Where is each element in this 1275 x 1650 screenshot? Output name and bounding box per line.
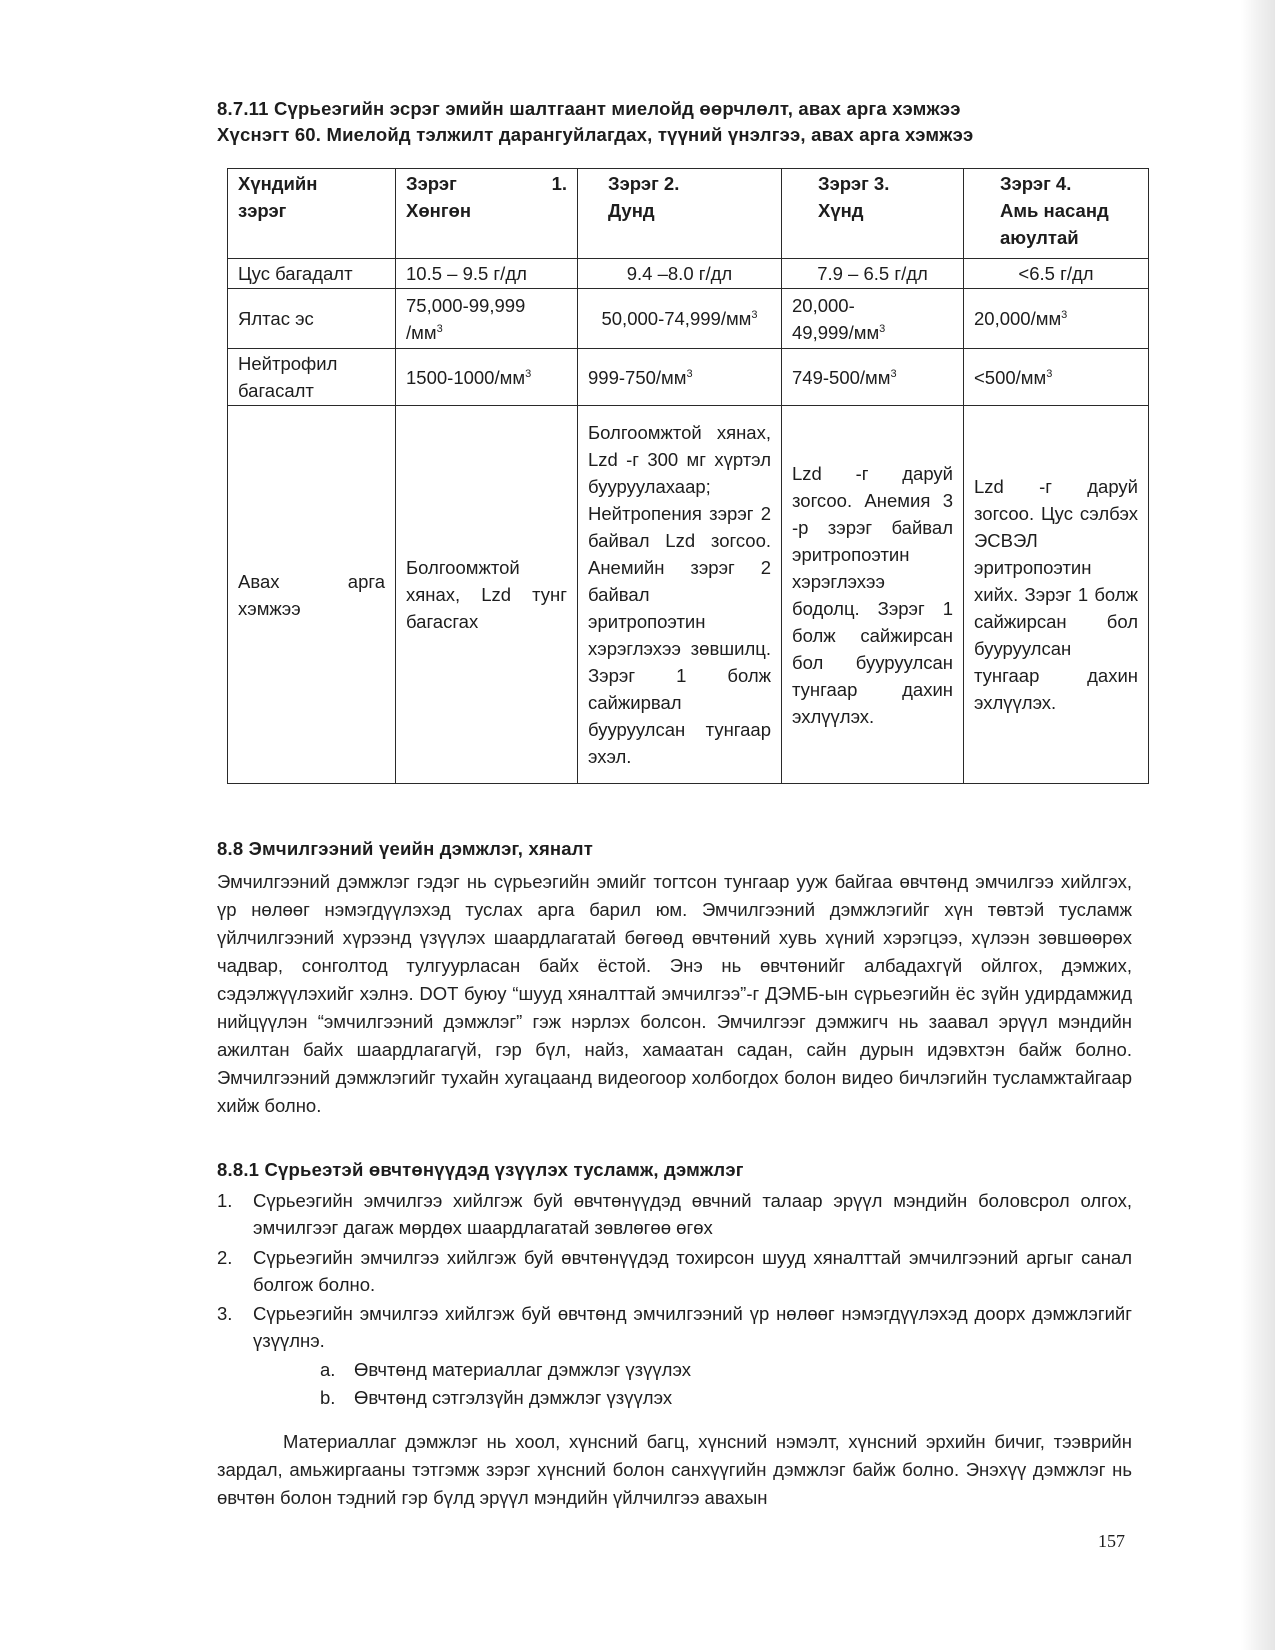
header-severity bbox=[228, 169, 396, 259]
cell-action-g2: Болгоомжтой хянах, Lzd -г 300 мг хүртэл бууруулахаар; Нейтропения зэрэг 2 байвал Lzd зогсоо. Анемийн зэрэг 2 байвал эритропоэтин хэрэглэхээ зөвшилц. Зэрэг 1 болж сайжирвал бууруулсан тунгаар эхэл. bbox=[578, 406, 782, 784]
list-item-2-text: Сүрьеэгийн эмчилгээ хийлгэж буй өвчтөнүүдэд тохирсон шууд хяналттай эмчилгээний аргыг санал болгож болно. bbox=[253, 1247, 1132, 1295]
cell-anemia-g1: 10.5 – 9.5 г/дл bbox=[396, 259, 578, 289]
list-item-3 bbox=[217, 1300, 1132, 1354]
header-grade3-line2: Хүнд bbox=[818, 200, 864, 221]
row-label-neutrophil-line1: Нейтрофил bbox=[238, 353, 338, 374]
cell-platelet-g4: $20,000/мм^3$ bbox=[964, 289, 1149, 349]
table-row-anemia bbox=[228, 259, 1149, 289]
header-grade1-line1: Зэрэг 1. bbox=[406, 173, 567, 194]
cell-anemia-g3: 7.9 – 6.5 г/дл bbox=[782, 259, 964, 289]
cell-neutrophil-g1: $1500-1000/мм^3$ bbox=[396, 349, 578, 406]
table-row-neutrophil bbox=[228, 349, 1149, 406]
page-edge-shadow bbox=[1241, 0, 1275, 1650]
section-8-8-1-title: 8.8.1 Сүрьеэтэй өвчтөнүүдэд үзүүлэх тусламж, дэмжлэг bbox=[217, 1159, 744, 1180]
cell-action-g4: Lzd -г даруй зогсоо. Цус сэлбэх ЭСВЭЛ эритропоэтин хийх. Зэрэг 1 болж сайжирсан бол бууруулсан тунгаар дахин эхлүүлэх. bbox=[964, 406, 1149, 784]
header-grade1-line2: Хөнгөн bbox=[406, 200, 471, 221]
sub-item-b-text: Өвчтөнд сэтгэлзүйн дэмжлэг үзүүлэх bbox=[354, 1387, 673, 1408]
list-item-3-text: Сүрьеэгийн эмчилгээ хийлгэж буй өвчтөнд эмчилгээний үр нөлөөг нэмэгдүүлэхэд доорх дэмжлэгийг үзүүлнэ. bbox=[253, 1303, 1132, 1351]
sub-item-a bbox=[320, 1356, 691, 1383]
table-row-platelet bbox=[228, 289, 1149, 349]
cell-neutrophil-g3: $749-500/мм^3$ bbox=[782, 349, 964, 406]
cell-platelet-g3-value: 20,000- bbox=[792, 294, 855, 316]
header-grade4-line2: Амь насанд bbox=[1000, 200, 1109, 221]
header-grade4-line1: Зэрэг 4. bbox=[1000, 173, 1072, 194]
closing-paragraph: Материаллаг дэмжлэг нь хоол, хүнсний багц, хүнсний нэмэлт, хүнсний эрхийн бичиг, тээврийн зардал, амьжиргааны тэтгэмж зэрэг хүнсний болон санхүүгийн дэмжлэг байж болно. Энэхүү дэмжлэг нь өвчтөн болон тэдний гэр бүлд эрүүл мэндийн үйлчилгээ авахын bbox=[217, 1431, 1132, 1508]
cell-action-g1: Болгоомжтой хянах, Lzd тунг багасгах bbox=[396, 406, 578, 784]
section-8-8-paragraph: Эмчилгээний дэмжлэг гэдэг нь сүрьеэгийн эмийг тогтсон тунгаар ууж байгаа өвчтөнд эмчилгээ хийлгэх, үр нөлөөг нэмэгдүүлэхэд туслах арга барил юм. Эмчилгээний дэмжлэгийг хүн төвтэй тусламж үйлчилгээний хүрээнд үзүүлэх шаардлагатай бөгөөд өвчтөний хувь хүний хэрэгцээ, хүлээн зөвшөөрөх чадвар, сонголтод тулгуурласан байх ёстой. Энэ нь өвчтөнийг албадахгүй ойлгох, дэмжих, сэдэлжүүлэхийг хэлнэ. DOT буюу “шууд хяналттай эмчилгээ”-г ДЭМБ-ын сүрьеэгийн ёс зүйн удирдамжид нийцүүлэн “эмчилгээний дэмжлэг” гэж нэрлэх болсон. Эмчилгээг дэмжигч нь заавал эрүүл мэндийн ажилтан байх шаардлагагүй, гэр бүл, найз, хамаатан садан, сайн дурын идэвхтэн байж болно. Эмчилгээний дэмжлэгийг тухайн хугацаанд видеогоор холбогдох болон видео бичлэгийн тусламжтайгаар хийж болно. bbox=[217, 871, 1132, 1116]
cell-platelet-g3-unit: $49,999/мм^3$ bbox=[792, 321, 886, 343]
list-item-1-text: Сүрьеэгийн эмчилгээ хийлгэж буй өвчтөнүүдэд өвчний талаар эрүүл мэндийн боловсрол олгох, эмчилгээг дагаж мөрдөх шаардлагатай зөвлөгөө өгөх bbox=[253, 1190, 1132, 1238]
header-grade2 bbox=[578, 169, 782, 259]
row-label-anemia: Цус багадалт bbox=[228, 259, 396, 289]
header-grade2-line1: Зэрэг 2. bbox=[608, 173, 680, 194]
cell-platelet-g1-unit: $/мм^3$ bbox=[406, 321, 443, 343]
cell-neutrophil-g4: $<500/мм^3$ bbox=[964, 349, 1149, 406]
row-label-platelet: Ялтас эс bbox=[228, 289, 396, 349]
list-item-1 bbox=[217, 1187, 1132, 1241]
table-caption: Хүснэгт 60. Миелойд тэлжилт дарангуйлагдах, түүний үнэлгээ, авах арга хэмжээ bbox=[217, 124, 974, 145]
list-item-3-number: 3. bbox=[217, 1303, 233, 1324]
header-grade2-line2: Дунд bbox=[608, 200, 655, 221]
cell-anemia-g4: <6.5 г/дл bbox=[964, 259, 1149, 289]
page-number: 157 bbox=[1098, 1531, 1125, 1551]
header-grade3-line1: Зэрэг 3. bbox=[818, 173, 890, 194]
header-grade4 bbox=[964, 169, 1149, 259]
sub-item-a-text: Өвчтөнд материаллаг дэмжлэг үзүүлэх bbox=[354, 1359, 691, 1380]
list-item-1-number: 1. bbox=[217, 1190, 233, 1211]
table-header-row bbox=[228, 169, 1149, 259]
section-8-8-title: 8.8 Эмчилгээний үеийн дэмжлэг, хяналт bbox=[217, 838, 594, 859]
sub-item-b bbox=[320, 1384, 672, 1411]
row-label-neutrophil-line2: багасалт bbox=[238, 380, 314, 401]
cell-action-g3: Lzd -г даруй зогсоо. Анемия 3 -р зэрэг байвал эритропоэтин хэрэглэхээ бодолц. Зэрэг 1 болж сайжирсан бол бууруулсан тунгаар дахин эхлүүлэх. bbox=[782, 406, 964, 784]
header-grade4-line3: аюултай bbox=[1000, 227, 1079, 248]
cell-platelet-g3 bbox=[782, 289, 964, 349]
cell-platelet-g1-value: 75,000-99,999 bbox=[406, 294, 526, 316]
grade-table bbox=[227, 168, 1149, 784]
sub-item-a-letter: a. bbox=[320, 1359, 336, 1380]
list-item-2-number: 2. bbox=[217, 1247, 233, 1268]
cell-neutrophil-g2: $999-750/мм^3$ bbox=[578, 349, 782, 406]
row-label-neutrophil bbox=[228, 349, 396, 406]
sub-item-b-letter: b. bbox=[320, 1387, 336, 1408]
header-severity-line2: зэрэг bbox=[238, 200, 287, 221]
list-item-2 bbox=[217, 1244, 1132, 1298]
header-grade3 bbox=[782, 169, 964, 259]
table-row-action bbox=[228, 406, 1149, 784]
row-label-action: Авах арга хэмжээ bbox=[228, 406, 396, 784]
header-grade1 bbox=[396, 169, 578, 259]
cell-anemia-g2: 9.4 –8.0 г/дл bbox=[578, 259, 782, 289]
cell-platelet-g2: $50,000-74,999/мм^3$ bbox=[578, 289, 782, 349]
cell-platelet-g1 bbox=[396, 289, 578, 349]
header-severity-line1: Хүндийн bbox=[238, 173, 318, 194]
section-title: 8.7.11 Сүрьеэгийн эсрэг эмийн шалтгаант миелойд өөрчлөлт, авах арга хэмжээ bbox=[217, 98, 961, 119]
